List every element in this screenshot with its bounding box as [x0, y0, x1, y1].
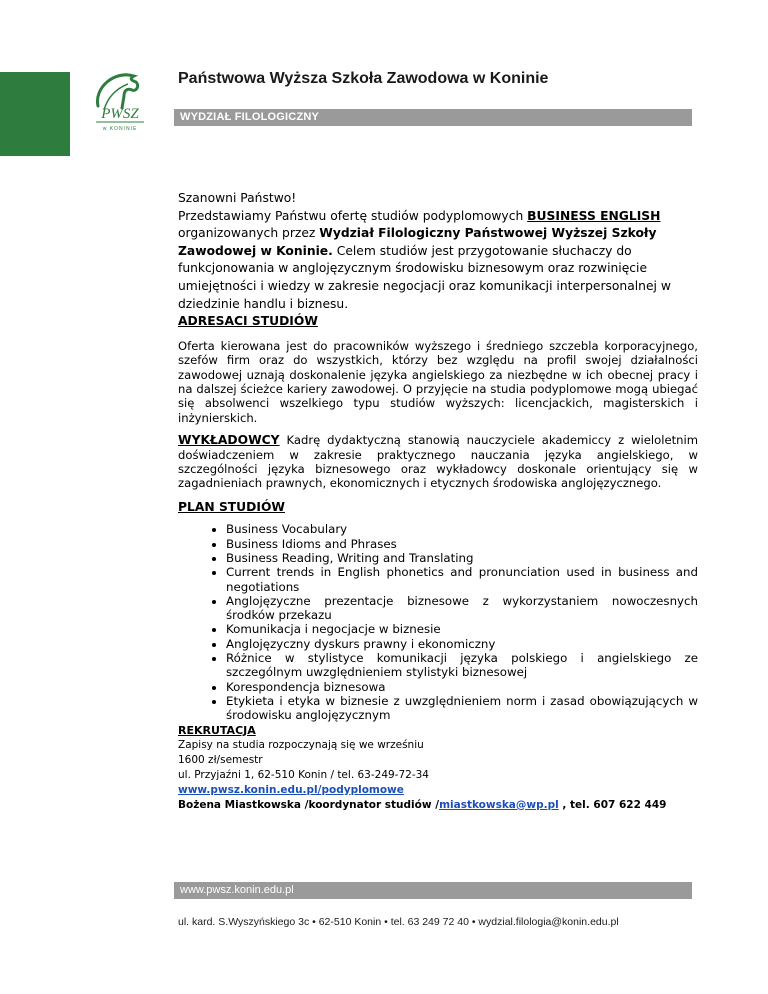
- brand-color-block: [0, 72, 70, 156]
- pwsz-logo: [84, 66, 156, 138]
- intro-text-3: Celem studiów jest przygotowanie słuchaczy do funkcjonowania w anglojęzycznym środowisku biznesowym oraz rozwinięcie umiejętności i wiedzy w zakresie negocjacji oraz komunikacji interpersonalnej w dziedzinie handlu i biznesu.: [178, 243, 671, 311]
- greeting: Szanowni Państwo!: [178, 191, 297, 205]
- plan-list: [178, 522, 698, 722]
- list-item: • Anglojęzyczny dyskurs prawny i ekonomiczny: [226, 637, 698, 651]
- footer-address: ul. kard. S.Wyszyńskiego 3c • 62-510 Konin • tel. 63 249 72 40 • wydzial.filologia@konin.edu.pl: [178, 916, 619, 928]
- list-item: • Business Reading, Writing and Translating: [226, 551, 698, 565]
- audience-heading: ADRESACI STUDIÓW: [178, 314, 318, 329]
- list-item: • Różnice w stylistyce komunikacji języka polskiego i angielskiego ze szczególnym uwzględnieniem stylistyki biznesowej: [226, 651, 698, 680]
- faculty-bar: WYDZIAŁ FILOLOGICZNY: [174, 109, 692, 126]
- coordinator-email-link[interactable]: miastkowska@wp.pl: [439, 798, 559, 811]
- program-name: BUSINESS ENGLISH: [527, 208, 661, 223]
- list-item: • Komunikacja i negocjacje w biznesie: [226, 622, 698, 636]
- organizer-name: Wydział Filologiczny Państwowej Wyższej Szkoły Zawodowej w Koninie.: [178, 226, 657, 258]
- lecturers-paragraph: [178, 433, 698, 491]
- list-item: • Anglojęzyczne prezentacje biznesowe z wykorzystaniem nowoczesnych środków przekazu: [226, 594, 698, 623]
- lecturers-text: Kadrę dydaktyczną stanowią nauczyciele akademiccy z wieloletnim doświadczeniem w zakresie praktycznego nauczania języka angielskiego, w szczególności języka biznesowego oraz wykładowcy doskonale orientujący się w zagadnieniach prawnych, ekonomicznych i etycznych środowiska anglojęzycznego.: [178, 433, 698, 491]
- logo-subtext: w KONINIE: [102, 126, 138, 132]
- list-item: • Current trends in English phonetics and pronunciation used in business and negotiations: [226, 565, 698, 594]
- footer-website: www.pwsz.konin.edu.pl: [174, 882, 692, 899]
- logo-text: PWSZ: [101, 106, 139, 122]
- audience-paragraph: Oferta kierowana jest do pracowników wyższego i średniego szczebla korporacyjnego, szefów firm oraz do wszystkich, którzy bez względu na profil swojej działalności zawodowej uznają doskonalenie języka angielskiego za niezbędne w ich obecnej pracy i na dalszej ścieżce kariery zawodowej. O przyjęcie na studia podyplomowe mogą ubiegać się absolwenci wszelkiego typu studiów wyższych: licencjackich, magisterskich i inżynierskich.: [178, 338, 698, 425]
- list-item: • Business Vocabulary: [226, 522, 698, 536]
- horse-logo-icon: [84, 66, 156, 138]
- university-name: Państwowa Wyższa Szkoła Zawodowa w Koninie: [178, 70, 549, 87]
- list-item: • Etykieta i etyka w biznesie z uwzględnieniem norm i zasad obowiązujących w środowisku anglojęzycznym: [226, 694, 698, 723]
- plan-heading: PLAN STUDIÓW: [178, 499, 285, 514]
- recruitment-start: Zapisy na studia rozpoczynają się we wrześniu: [178, 738, 424, 751]
- program-website-link[interactable]: www.pwsz.konin.edu.pl/podyplomowe: [178, 783, 404, 796]
- coordinator-name: Bożena Miastkowska /koordynator studiów /: [178, 798, 440, 811]
- coordinator-line: [178, 798, 698, 813]
- list-item: • Korespondencja biznesowa: [226, 680, 698, 694]
- intro-text-2: organizowanych przez: [178, 226, 320, 241]
- fee: 1600 zł/semestr: [178, 753, 263, 766]
- contact-address: ul. Przyjaźni 1, 62-510 Konin / tel. 63-249-72-34: [178, 768, 429, 781]
- list-item: • Business Idioms and Phrases: [226, 537, 698, 551]
- letter-body: [178, 190, 698, 813]
- coordinator-phone: , tel. 607 622 449: [558, 798, 667, 811]
- intro-text-1: Przedstawiamy Państwu ofertę studiów podyplomowych: [178, 208, 528, 223]
- lecturers-heading: WYKŁADOWCY: [178, 433, 280, 448]
- recruitment-heading: REKRUTACJA: [178, 723, 256, 737]
- intro-paragraph: [178, 208, 698, 314]
